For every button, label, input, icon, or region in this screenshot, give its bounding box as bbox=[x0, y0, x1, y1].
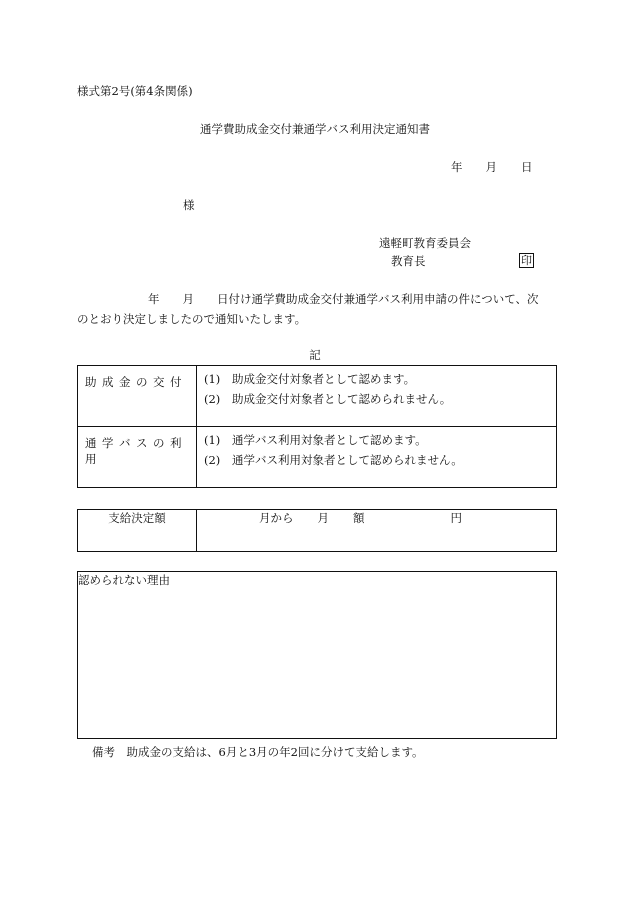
decision-row-bus bbox=[78, 427, 557, 488]
decision-row-subsidy bbox=[78, 366, 557, 427]
date-line bbox=[451, 162, 533, 174]
date-month: 月 bbox=[485, 160, 497, 174]
addressee-suffix: 様 bbox=[183, 198, 195, 212]
payment-value bbox=[197, 510, 557, 552]
payment-label: 支給決定額 bbox=[78, 510, 197, 552]
payment-from: 月から bbox=[259, 511, 294, 525]
document-title: 通学費助成金交付兼通学バス利用決定通知書 bbox=[200, 122, 430, 136]
issuer-role: 教育長 bbox=[391, 254, 426, 268]
option-text: 通学バス利用対象者として認められません。 bbox=[232, 452, 463, 467]
option-item bbox=[204, 435, 556, 447]
decision-options-subsidy bbox=[197, 366, 557, 427]
option-number: (2) bbox=[204, 452, 221, 467]
option-number: (1) bbox=[204, 433, 221, 447]
form-number: 様式第2号(第4条関係) bbox=[77, 84, 193, 98]
option-item bbox=[204, 391, 556, 406]
date-day: 日 bbox=[521, 160, 533, 174]
reason-row bbox=[78, 572, 557, 739]
payment-row bbox=[78, 510, 557, 552]
body-text-line-1: 年 月 日付け通学費助成金交付兼通学バス利用申請の件について、次 bbox=[148, 292, 539, 306]
option-number: (2) bbox=[204, 391, 221, 406]
reason-label: 認められない理由 bbox=[78, 572, 557, 739]
option-text: 助成金交付対象者として認められません。 bbox=[232, 391, 452, 406]
payment-amount-label: 額 bbox=[353, 511, 365, 525]
body-text-line-2: のとおり決定しましたので通知いたします。 bbox=[77, 312, 307, 326]
payment-yen: 円 bbox=[450, 511, 462, 525]
remarks-note: 備考 助成金の支給は、6月と3月の年2回に分けて支給します。 bbox=[92, 745, 424, 759]
decision-label-bus: 通学バスの利用 bbox=[78, 427, 197, 488]
option-item bbox=[204, 374, 556, 386]
option-text: 助成金交付対象者として認めます。 bbox=[232, 372, 416, 386]
option-text: 通学バス利用対象者として認めます。 bbox=[232, 433, 427, 447]
date-year: 年 bbox=[451, 160, 463, 174]
ki-heading: 記 bbox=[309, 348, 321, 362]
payment-month: 月 bbox=[317, 511, 329, 525]
decision-label-subsidy: 助成金の交付 bbox=[78, 366, 197, 427]
reason-box bbox=[77, 571, 557, 739]
decision-table bbox=[77, 365, 557, 488]
seal-mark: 印 bbox=[521, 254, 532, 267]
decision-options-bus bbox=[197, 427, 557, 488]
option-item bbox=[204, 452, 556, 467]
payment-table bbox=[77, 509, 557, 552]
issuer-organization: 遠軽町教育委員会 bbox=[379, 236, 471, 250]
option-number: (1) bbox=[204, 372, 221, 386]
